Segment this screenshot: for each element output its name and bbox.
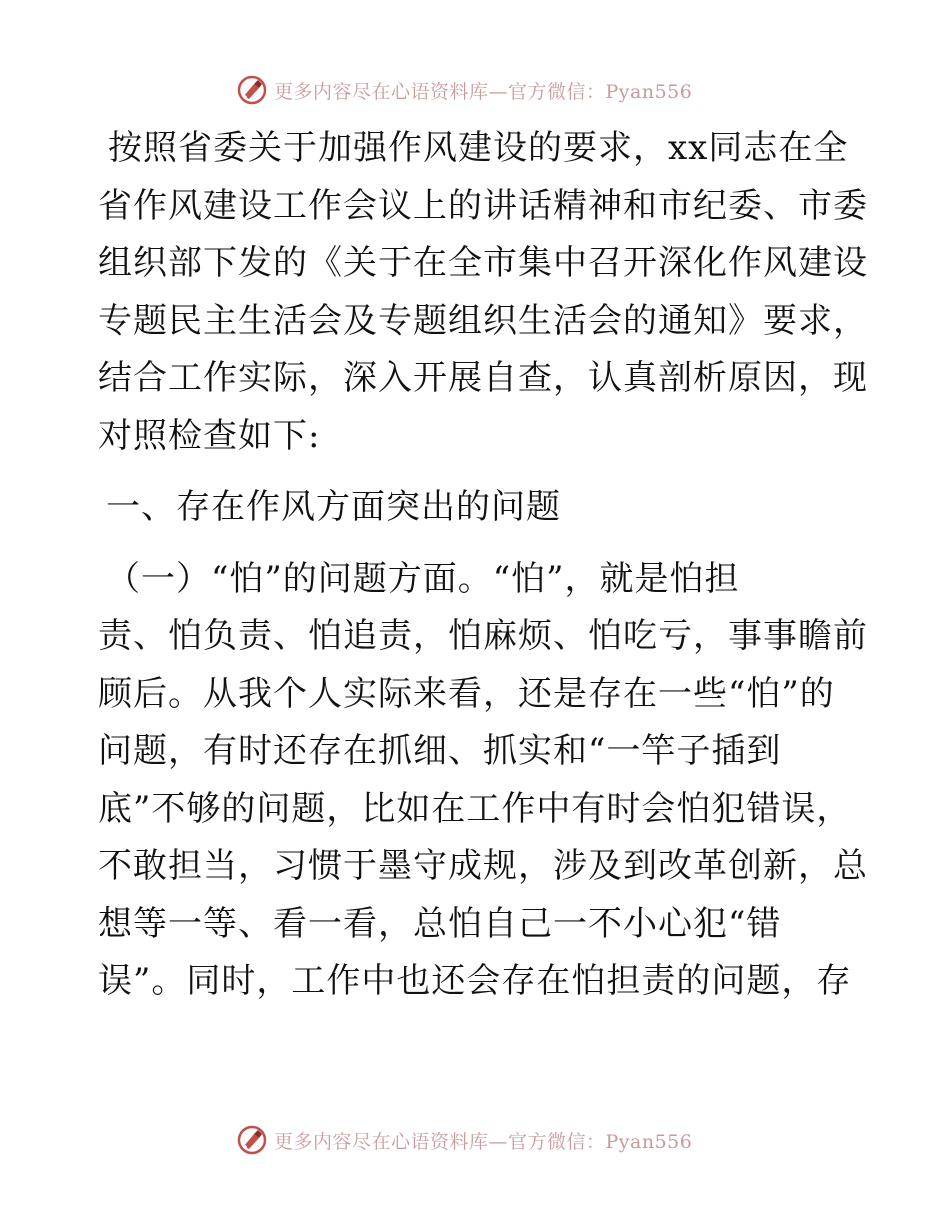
intro-line-5: 结合工作实际，深入开展自查，认真剖析原因，现 [98, 358, 868, 398]
section1-line-7: 想等一等、看一看，总怕自己一不小心犯“错 [98, 903, 782, 944]
watermark-text: 更多内容尽在心语资料库—官方微信：Pyan556 [274, 1130, 693, 1153]
section1-line-4: 问题，有时还存在抓细、抓实和“一竿子插到 [98, 731, 782, 771]
section1-line-2: 责、怕负责、怕追责，怕麻烦、怕吃亏，事事瞻前 [98, 616, 868, 656]
footer-watermark [236, 1122, 716, 1158]
header-watermark [236, 72, 716, 108]
section1-line-3: 顾后。从我个人实际来看，还是存在一些“怕”的 [98, 673, 835, 714]
section-heading: 一、存在作风方面突出的问题 [106, 487, 561, 527]
document-body [98, 120, 868, 1011]
intro-line-4: 专题民主生活会及专题组织生活会的通知》要求， [98, 300, 868, 341]
section1-line-6: 不敢担当，习惯于墨守成规，涉及到改革创新，总 [98, 846, 868, 886]
section1-line-8: 误”。同时，工作中也还会存在怕担责的问题，存 [98, 961, 852, 1001]
pen-nib-circle-icon [236, 74, 268, 106]
intro-line-2: 省作风建设工作会议上的讲话精神和市纪委、市委 [98, 185, 868, 226]
pen-nib-circle-icon [236, 1124, 268, 1156]
section1-line-1: （一）“怕”的问题方面。“怕”，就是怕担 [106, 558, 740, 599]
intro-line-6: 对照检查如下: [98, 415, 321, 456]
intro-line-3: 组织部下发的《关于在全市集中召开深化作风建设 [98, 243, 868, 283]
section1-line-5: 底”不够的问题，比如在工作中有时会怕犯错误， [98, 788, 852, 829]
intro-line-1: 按照省委关于加强作风建设的要求，xx同志在全 [108, 128, 849, 168]
watermark-text: 更多内容尽在心语资料库—官方微信：Pyan556 [274, 80, 693, 103]
